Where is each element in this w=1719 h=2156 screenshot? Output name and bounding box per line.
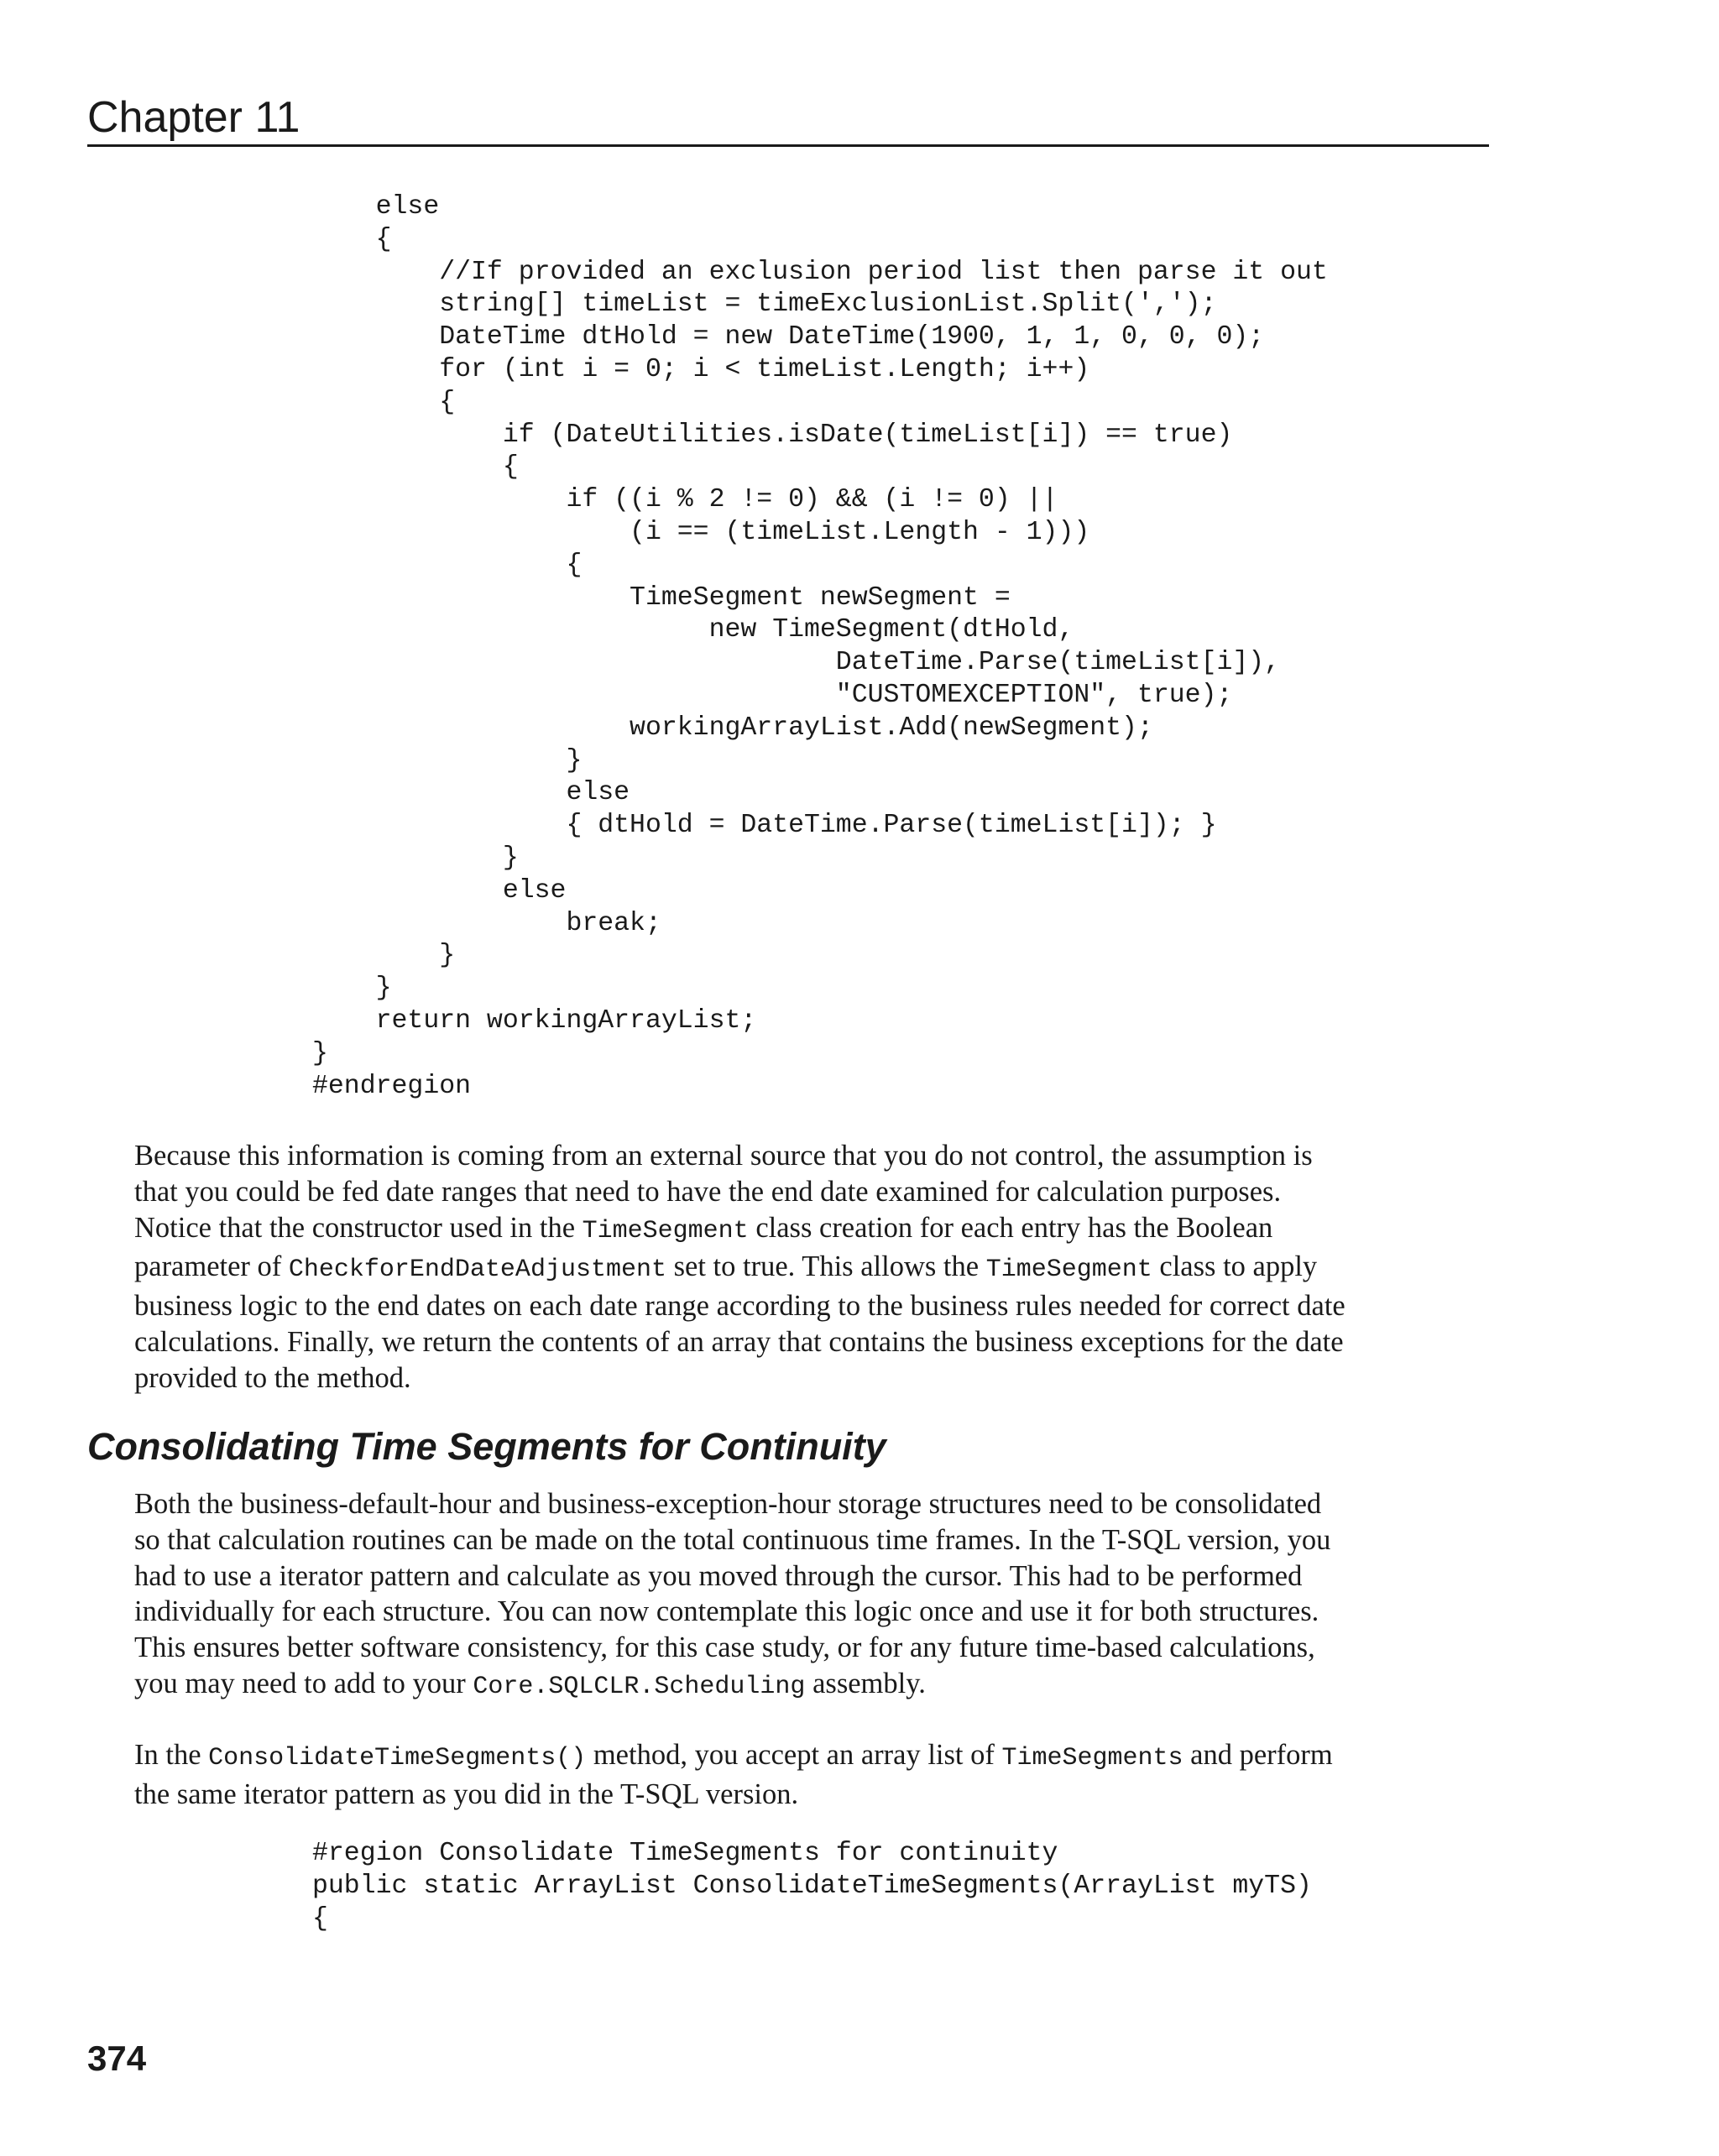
- paragraph-line: so that calculation routines can be made on the total continuous time frames. In the T-SQL version, you: [134, 1523, 1331, 1556]
- paragraph-line: Because this information is coming from an external source that you do not control, the assumption is: [134, 1140, 1313, 1172]
- code-line: {: [312, 224, 392, 254]
- section-heading: Consolidating Time Segments for Continuity: [87, 1425, 886, 1468]
- code-line: }: [312, 974, 392, 1004]
- code-block-consolidate-region: [312, 1838, 1312, 1935]
- text-run: you may need to add to your: [134, 1667, 473, 1699]
- paragraph-line: provided to the method.: [134, 1361, 411, 1394]
- code-line: public static ArrayList ConsolidateTimeSegments(ArrayList myTS): [312, 1871, 1312, 1901]
- code-line: }: [312, 1038, 328, 1068]
- paragraph-line: individually for each structure. You can now contemplate this logic once and use it for both structures.: [134, 1595, 1319, 1628]
- code-line: }: [312, 941, 456, 971]
- inline-code-timesegment: TimeSegment: [985, 1255, 1152, 1285]
- inline-code-timesegment: TimeSegment: [582, 1216, 749, 1245]
- paragraph-consolidation-intro: [134, 1486, 1502, 1705]
- text-run: class creation for each entry has the Boolean: [748, 1211, 1273, 1244]
- paragraph-line: [134, 1210, 1502, 1250]
- inline-code-checkforenddateadjustment: CheckforEndDateAdjustment: [288, 1255, 666, 1285]
- paragraph-line: This ensures better software consistency, for this case study, or for any future time-based calculations,: [134, 1631, 1315, 1664]
- paragraph-line: [134, 1666, 1502, 1705]
- paragraph-line: [134, 1737, 1502, 1777]
- code-line: for (int i = 0; i < timeList.Length; i++): [312, 354, 1090, 384]
- code-line: return workingArrayList;: [312, 1005, 757, 1036]
- code-line: {: [312, 387, 456, 417]
- inline-code-method: ConsolidateTimeSegments(): [208, 1744, 587, 1772]
- code-line: workingArrayList.Add(newSegment);: [312, 713, 1153, 743]
- code-line: }: [312, 745, 583, 775]
- code-line: "CUSTOMEXCEPTION", true);: [312, 680, 1233, 710]
- code-line: TimeSegment newSegment =: [312, 582, 1011, 613]
- chapter-header: [87, 87, 1489, 147]
- code-line: string[] timeList = timeExclusionList.Split(',');: [312, 290, 1217, 320]
- text-run: and perform: [1183, 1739, 1333, 1771]
- code-line: (i == (timeList.Length - 1))): [312, 517, 1090, 547]
- paragraph-line: calculations. Finally, we return the contents of an array that contains the business exceptions for the date: [134, 1325, 1344, 1358]
- code-line: else: [312, 778, 630, 808]
- code-line: {: [312, 452, 519, 483]
- page-number: 374: [87, 2039, 147, 2078]
- inline-code-timesegments: TimeSegments: [1001, 1744, 1183, 1772]
- code-line: if ((i % 2 != 0) && (i != 0) ||: [312, 485, 1058, 515]
- code-line: }: [312, 843, 519, 873]
- code-line: else: [312, 192, 440, 222]
- code-line: DateTime dtHold = new DateTime(1900, 1, 1, 0, 0, 0);: [312, 322, 1265, 352]
- code-line: if (DateUtilities.isDate(timeList[i]) == true): [312, 420, 1233, 450]
- paragraph-line: [134, 1249, 1502, 1288]
- code-line: #endregion: [312, 1071, 472, 1101]
- text-run: parameter of: [134, 1250, 289, 1283]
- code-line: else: [312, 875, 567, 906]
- text-run: assembly.: [805, 1667, 926, 1699]
- text-run: In the: [134, 1739, 209, 1771]
- code-line: new TimeSegment(dtHold,: [312, 615, 1074, 645]
- paragraph-timesegment-explanation: [134, 1138, 1502, 1396]
- text-run: set to true. This allows the: [666, 1250, 986, 1283]
- chapter-title: Chapter 11: [87, 93, 300, 142]
- code-line: break;: [312, 908, 661, 938]
- code-line: #region Consolidate TimeSegments for continuity: [312, 1839, 1058, 1868]
- paragraph-line: the same iterator pattern as you did in the T-SQL version.: [134, 1778, 799, 1810]
- code-line: DateTime.Parse(timeList[i]),: [312, 648, 1281, 678]
- paragraph-line: business logic to the end dates on each date range according to the business rules needed for correct date: [134, 1290, 1345, 1323]
- code-line: //If provided an exclusion period list then parse it out: [312, 257, 1328, 287]
- paragraph-consolidate-method: [134, 1737, 1502, 1813]
- text-run: class to apply: [1152, 1250, 1318, 1283]
- code-line: {: [312, 1903, 328, 1934]
- code-block-exclusion-parsing: [312, 191, 1328, 1103]
- code-line: { dtHold = DateTime.Parse(timeList[i]); }: [312, 811, 1217, 841]
- inline-code-assembly: Core.SQLCLR.Scheduling: [473, 1672, 806, 1701]
- code-line: {: [312, 550, 583, 580]
- text-run: method, you accept an array list of: [586, 1739, 1002, 1771]
- paragraph-line: had to use a iterator pattern and calculate as you moved through the cursor. This had to be performed: [134, 1559, 1303, 1592]
- text-run: Notice that the constructor used in the: [134, 1211, 583, 1244]
- paragraph-line: that you could be fed date ranges that need to have the end date examined for calculation purposes.: [134, 1175, 1282, 1208]
- paragraph-line: Both the business-default-hour and business-exception-hour storage structures need to be consolidated: [134, 1488, 1322, 1520]
